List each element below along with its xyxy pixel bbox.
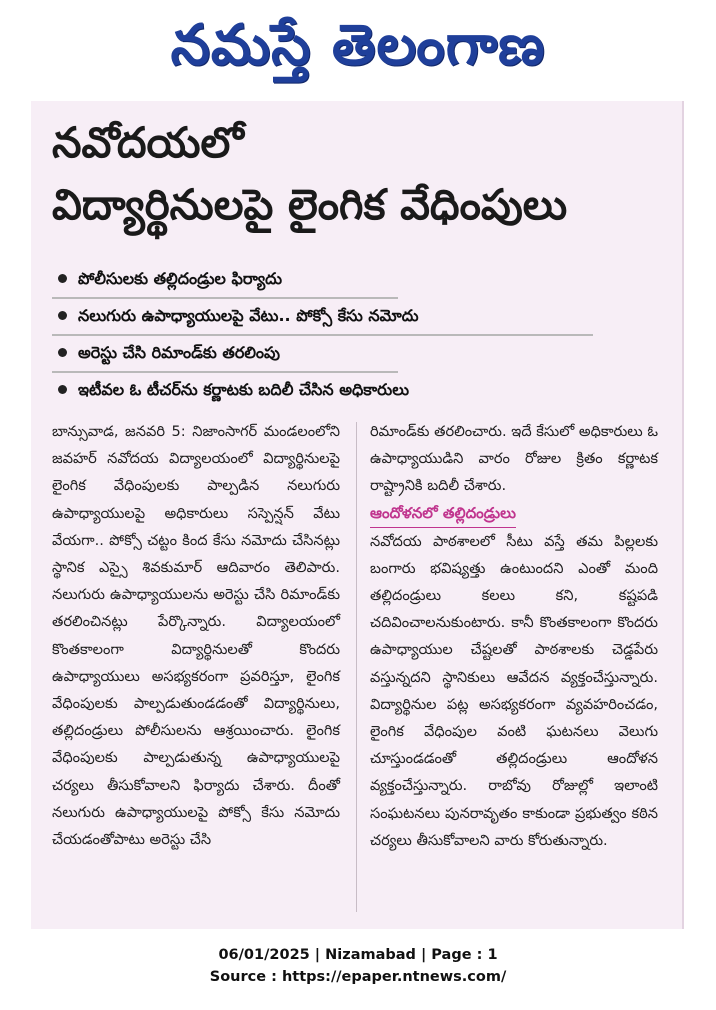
bullet-text: ఇటీవల ఓ టీచర్‌ను కర్ణాటకు బదిలీ చేసిన అధికారులు — [78, 380, 410, 399]
bullet-text: అరెస్టు చేసి రిమాండ్‌కు తరలింపు — [78, 343, 280, 362]
article-paragraph: బాన్సువాడ, జనవరి 5: నిజాంసాగర్ మండలంలోని జవహర్ నవోదయ విద్యాలయంలో విద్యార్థినులపై లైంగిక వేధింపులకు పాల్పడిన నలుగురు ఉపాధ్యాయులపై అధికారులు సస్పెన్షన్ వేటు వేయగా.. పోక్సో చట్టం కింద కేసు నమోదు చేసినట్లు స్థానిక ఎస్సై శివకుమార్ ఆదివారం తెలిపారు. నలుగురు ఉపాధ్యాయులను అరెస్టు చేసి రిమాండ్‌కు తరలించినట్లు పేర్కొన్నారు. విద్యాలయంలో కొంతకాలంగా విద్యార్థినులతో కొందరు ఉపాధ్యాయులు అసభ్యకరంగా ప్రవరిస్తూ, లైంగిక వేధింపులకు పాల్పడుతుండడంతో విద్యార్థినులు, తల్లిదండ్రులు పోలీసులను ఆశ్రయించారు. లైంగిక వేధింపులకు పాల్పడుతున్న ఉపాధ్యాయులపై చర్యలు తీసుకోవాలని ఫిర్యాదు చేశారు. దీంతో నలుగురు ఉపాధ్యాయులపై పోక్సో కేసు నమోదు చేయడంతోపాటు అరెస్టు చేసి — [52, 423, 340, 849]
bullet-icon — [58, 348, 67, 357]
article-body — [52, 418, 662, 918]
bullet-text: నలుగురు ఉపాధ్యాయులపై వేటు.. పోక్సో కేసు నమోదు — [78, 306, 419, 325]
bullet-icon — [58, 385, 67, 394]
list-item — [52, 299, 593, 336]
highlights-list — [52, 262, 662, 408]
bullet-icon — [58, 274, 67, 283]
article-headline — [52, 112, 672, 236]
source-footer — [0, 944, 716, 988]
article-paragraph: రిమాండ్‌కు తరలించారు. ఇదే కేసులో అధికారులు ఓ ఉపాధ్యాయుడిని వారం రోజుల క్రితం కర్ణాటక రాష్ట్రానికి బదిలీ చేశారు. — [370, 423, 658, 495]
newspaper-masthead — [0, 6, 716, 86]
source-link: Source : https://epaper.ntnews.com/ — [209, 969, 507, 985]
bullet-text: పోలీసులకు తల్లిదండ్రుల ఫిర్యాదు — [78, 269, 282, 288]
list-item — [52, 373, 593, 408]
article-subheading: ఆందోళనలో తల్లిదండ్రులు — [370, 500, 516, 528]
masthead-title: నమస్తే తెలంగాణ — [170, 13, 546, 78]
headline-line-2: విద్యార్థినులపై లైంగిక వేధింపులు — [52, 180, 568, 229]
article-paragraph: నవోదయ పాఠశాలలో సీటు వస్తే తమ పిల్లలకు బంగారు భవిష్యత్తు ఉంటుందని ఎంతో మంది తల్లిదండ్రులు కలలు కని, కష్టపడి చదివించాలనుకుంటారు. కానీ కొంతకాలంగా కొందరు ఉపాధ్యాయుల చేష్టలతో పాఠశాలకు చెడ్డపేరు వస్తున్నదని స్థానికులు ఆవేదన వ్యక్తంచేస్తున్నారు. విద్యార్థినుల పట్ల అసభ్యకరంగా వ్యవహరించడం, లైంగిక వేధింపుల వంటి ఘటనలు వెలుగు చూస్తుండడంతో తల్లిదండ్రులు ఆందోళన వ్యక్తంచేస్తున్నారు. రాబోవు రోజుల్లో ఇలాంటి సంఘటనలు పునరావృతం కాకుండా ప్రభుత్వం కఠిన చర్యలు తీసుకోవాలని వారు కోరుతున్నారు. — [370, 532, 658, 849]
article-column-right — [370, 418, 658, 854]
bullet-icon — [58, 311, 67, 320]
column-divider — [356, 422, 357, 912]
edition-info: 06/01/2025 | Nizamabad | Page : 1 — [218, 947, 498, 963]
headline-line-1: నవోదయలో — [52, 118, 244, 167]
list-item — [52, 336, 398, 373]
article-column-left — [52, 418, 340, 853]
list-item — [52, 262, 398, 299]
